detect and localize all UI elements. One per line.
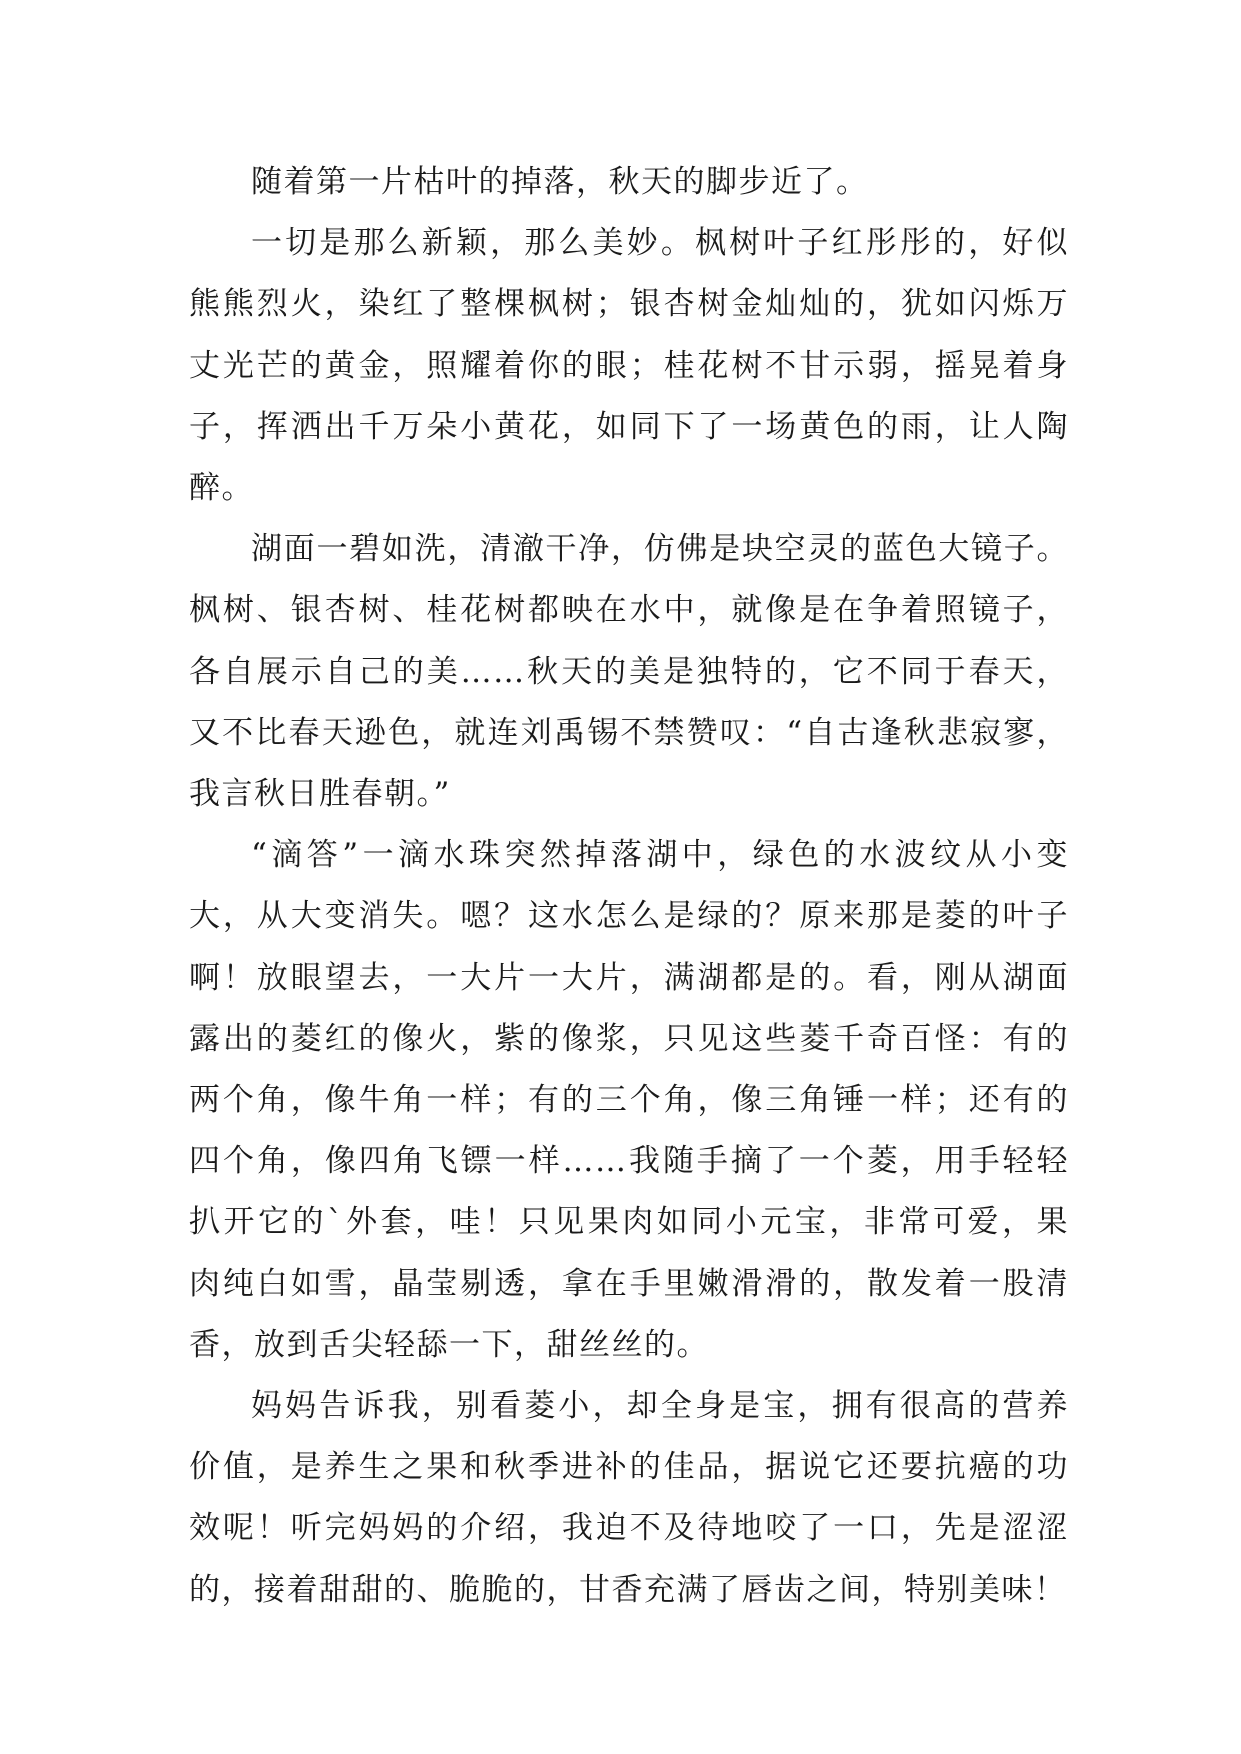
text-line: 两个角，像牛角一样；有的三个角，像三角锤一样；还有的 (189, 1082, 1069, 1119)
text-line: 各自展示自己的美……秋天的美是独特的，它不同于春天， (189, 653, 1069, 690)
text-line: 大，从大变消失。嗯？这水怎么是绿的？原来那是菱的叶子 (189, 898, 1069, 935)
text-line: 露出的菱红的像火，紫的像浆，只见这些菱千奇百怪：有的 (189, 1020, 1069, 1057)
text-line: 丈光芒的黄金，照耀着你的眼；桂花树不甘示弱，摇晃着身 (189, 347, 1069, 384)
text-line: 湖面一碧如洗，清澈干净，仿佛是块空灵的蓝色大镜子。 (251, 531, 1069, 568)
text-line: 枫树、银杏树、桂花树都映在水中，就像是在争着照镜子， (189, 592, 1069, 629)
paragraph (189, 152, 1069, 213)
text-line: 扒开它的`外套，哇！只见果肉如同小元宝，非常可爱，果 (189, 1204, 1069, 1241)
text-line: 又不比春天逊色，就连刘禹锡不禁赞叹：“自古逢秋悲寂寥， (189, 714, 1069, 751)
paragraph (189, 1376, 1069, 1621)
text-line: 一切是那么新颖，那么美妙。枫树叶子红彤彤的，好似 (251, 225, 1069, 262)
paragraph (189, 825, 1069, 1376)
text-line: 四个角，像四角飞镖一样……我随手摘了一个菱，用手轻轻 (189, 1143, 1069, 1180)
text-line: 我言秋日胜春朝。” (189, 776, 451, 813)
text-line: 妈妈告诉我，别看菱小，却全身是宝，拥有很高的营养 (251, 1388, 1069, 1425)
text-line: “滴答”一滴水珠突然掉落湖中，绿色的水波纹从小变 (251, 837, 1069, 874)
paragraph (189, 213, 1069, 519)
text-line: 熊熊烈火，染红了整棵枫树；银杏树金灿灿的，犹如闪烁万 (189, 286, 1069, 323)
paragraph (189, 519, 1069, 825)
text-line: 效呢！听完妈妈的介绍，我迫不及待地咬了一口，先是涩涩 (189, 1510, 1069, 1547)
essay-body (189, 152, 1069, 1621)
text-line: 啊！放眼望去，一大片一大片，满湖都是的。看，刚从湖面 (189, 959, 1069, 996)
text-line: 子，挥洒出千万朵小黄花，如同下了一场黄色的雨，让人陶 (189, 408, 1069, 445)
text-line: 的，接着甜甜的、脆脆的，甘香充满了唇齿之间，特别美味！ (189, 1571, 1067, 1608)
text-line: 随着第一片枯叶的掉落，秋天的脚步近了。 (251, 164, 869, 200)
text-line: 香，放到舌尖轻舔一下，甜丝丝的。 (189, 1326, 709, 1363)
text-line: 醉。 (189, 470, 254, 507)
text-line: 肉纯白如雪，晶莹剔透，拿在手里嫩滑滑的，散发着一股清 (189, 1265, 1069, 1302)
text-line: 价值，是养生之果和秋季进补的佳品，据说它还要抗癌的功 (189, 1449, 1069, 1486)
